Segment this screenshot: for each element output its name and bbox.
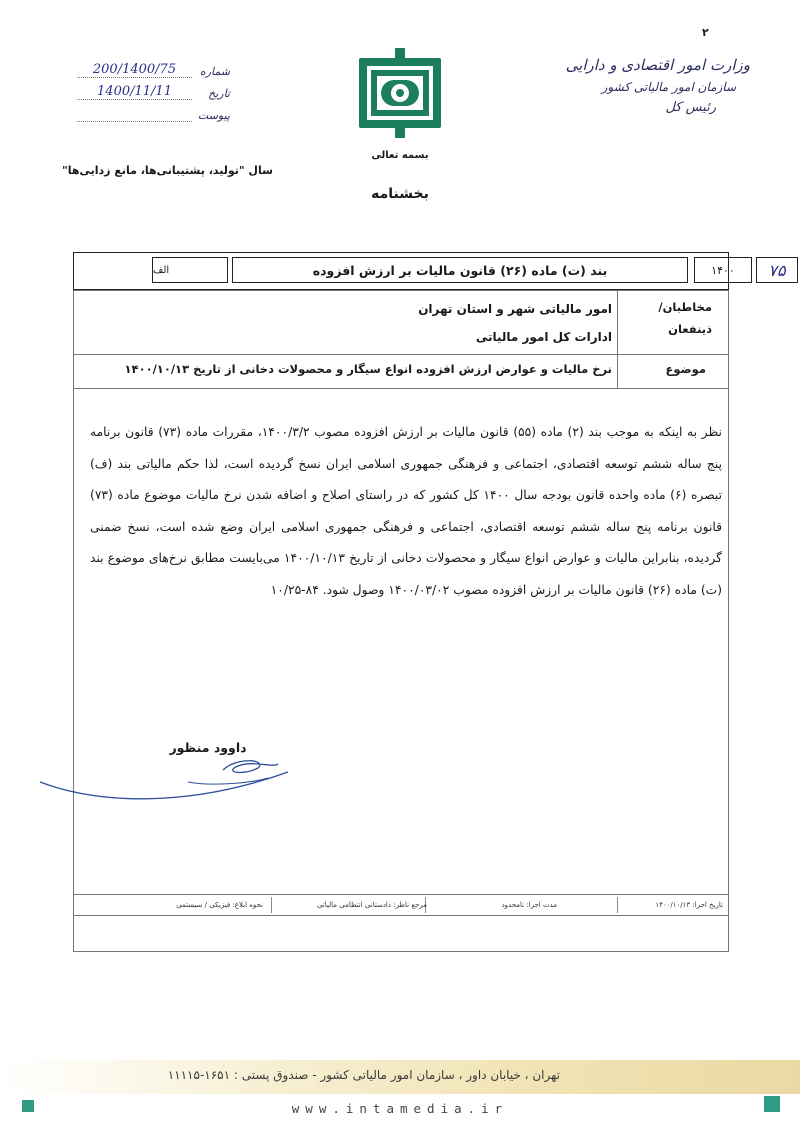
letter-number-row (70, 58, 230, 78)
recipient-1: امور مالیاتی شهر و استان تهران (418, 302, 612, 316)
letter-date-row (70, 80, 230, 100)
subject: نرخ مالیات و عوارض ارزش افزوده انواع سیگار و محصولات دخانی از تاریخ ۱۴۰۰/۱۰/۱۳ (124, 362, 612, 376)
ministry-name: وزارت امور اقتصادی و دارایی (565, 56, 750, 74)
ministry-header (566, 56, 750, 121)
recipient-2: ادارات کل امور مالیاتی (475, 330, 612, 344)
number-label: شماره (199, 65, 230, 78)
organization-name: سازمان امور مالیاتی کشور (601, 80, 736, 94)
execution-duration: مدت اجرا: نامحدود (501, 901, 557, 909)
attachment-row (70, 102, 230, 122)
recipients-label: مخاطبان/ ذینفعان (658, 300, 712, 336)
execution-date: تاریخ اجرا: ۱۴۰۰/۱۰/۱۳ (655, 901, 723, 909)
head-title: رئیس کل (665, 100, 716, 115)
handwritten-signature (38, 742, 298, 812)
bismillah: بسمه تعالی (371, 150, 429, 161)
year-slogan: سال "تولید، پشتیبانی‌ها، مانع زدایی‌ها" (62, 164, 273, 177)
circular-year: ۱۴۰۰ (694, 257, 752, 283)
document-title: بخشنامه (371, 186, 429, 202)
row-divider (73, 388, 729, 389)
attachment-value (77, 121, 192, 122)
date-label: تاریخ (208, 87, 230, 100)
column-divider (617, 290, 618, 388)
circular-body: نظر به اینکه به موجب بند (۲) ماده (۵۵) قانون مالیات بر ارزش افزوده مصوب ۱۴۰۰/۳/۲، مقررات ماده (۷۳) قانون برنامه پنج ساله ششم توسعه اقتصادی، اجتماعی و فرهنگی جمهوری اسلامی ایران نسخ گردیده است، لذا حکم مالیاتی بند (ف) تبصره (۶) ماده واحده قانون بودجه سال ۱۴۰۰ کل کشور که در راستای اصلاح و اضافه شدن نرخ مالیات موضوع ماده (۷۳) قانون برنامه پنج ساله ششم توسعه اقتصادی، اجتماعی و فرهنگی جمهوری اسلامی ایران وضع شده است، نسخ ضمنی گردیده، بنابراین مالیات و عوارض انواع سیگار و محصولات دخانی از تاریخ ۱۴۰۰/۱۰/۱۳ می‌بایست مطابق نرخ‌های موضوع بند (ت) ماده (۲۶) قانون مالیات بر ارزش افزوده مصوب ۱۴۰۰/۰۳/۰۲ وصول شود. ۸۴-۱۰/۲۵ (90, 425, 722, 597)
letter-date: 1400/11/11 (77, 84, 192, 100)
subject-label: موضوع (665, 362, 706, 376)
cell-divider (271, 897, 272, 913)
row-divider (73, 354, 729, 355)
attachment-label: پیوست (197, 109, 230, 122)
circular-header (73, 252, 786, 290)
postal-address: تهران ، خیابان داور ، سازمان امور مالیاتی کشور - صندوق پستی : ۱۶۵۱-۱۱۱۱۵ (167, 1068, 560, 1082)
corner-square (22, 1100, 34, 1112)
circular-category: الف (152, 257, 228, 283)
letter-meta (70, 58, 230, 124)
notification-method: نحوه ابلاغ: فیزیکی / سیستمی (176, 901, 263, 909)
circular-number: ۷۵ (756, 257, 798, 283)
execution-info-row (73, 894, 729, 916)
signer-name: داوود منظور (169, 740, 247, 755)
website-url[interactable]: www.intamedia.ir (291, 1101, 509, 1116)
document-frame (73, 290, 729, 952)
circular-title: بند (ت) ماده (۲۶) قانون مالیات بر ارزش افزوده (232, 257, 688, 283)
letter-number: 200/1400/75 (77, 62, 192, 78)
page-number: ۲ (702, 26, 709, 39)
corner-square (764, 1096, 780, 1112)
tax-organization-logo (357, 48, 443, 138)
cell-divider (617, 897, 618, 913)
supervising-authority: مرجع ناظر: دادستانی انتظامی مالیاتی (316, 901, 427, 909)
